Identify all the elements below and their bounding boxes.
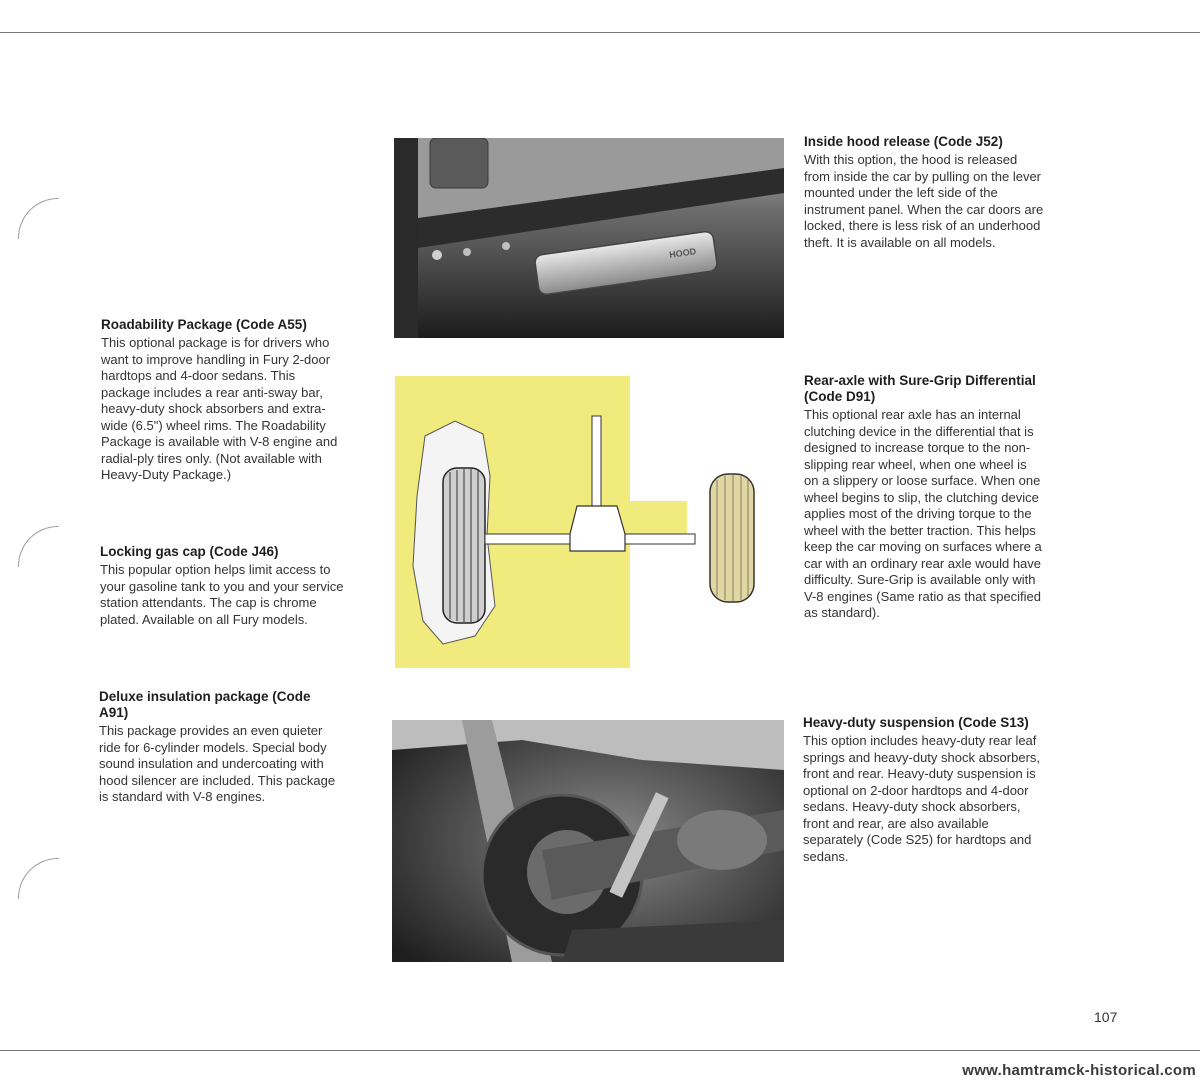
top-rule <box>0 32 1200 33</box>
site-watermark: www.hamtramck-historical.com <box>962 1062 1196 1079</box>
roadability-package-section <box>101 317 346 484</box>
suspension-photo <box>392 720 784 962</box>
page-number: 107 <box>1094 1009 1118 1025</box>
heavy-duty-suspension-section <box>803 715 1043 865</box>
section-body: This optional rear axle has an internal clutching device in the differential that is designed to increase torque to the non-slipping rear wheel, when one wheel is on a slippery or loose surface. When one wheel begins to slip, the clutching device applies most of the driving torque to the wheel with the better traction. This helps keep the car moving on surfaces where a car with an ordinary rear axle would have difficulty. Sure-Grip is available only with V-8 engines (Same ratio as that specified as standard). <box>804 407 1042 620</box>
binder-hole-mark <box>18 858 59 899</box>
hood-release-photo <box>394 138 784 338</box>
section-title: Inside hood release (Code J52) <box>804 134 1003 149</box>
section-title: Locking gas cap (Code J46) <box>100 544 279 559</box>
hood-lever-label: HOOD <box>668 246 697 260</box>
bottom-rule <box>0 1050 1200 1051</box>
section-body: This package provides an even quieter ride for 6-cylinder models. Special body sound insulation and undercoating with hood silencer are included. This package is standard with V-8 engines. <box>99 723 336 804</box>
section-body: This option includes heavy-duty rear leaf springs and heavy-duty shock absorbers, front and rear. Heavy-duty suspension is optional on 2-door hardtops and 4-door sedans. Heavy-duty shock absorbers, front and rear, are also available separately (Code S25) for hardtops and sedans. <box>803 733 1041 864</box>
sure-grip-illustration <box>395 376 782 668</box>
section-body: With this option, the hood is released from inside the car by pulling on the lever mounted under the left side of the instrument panel. When the car doors are locked, there is less risk of an underhood theft. It is available on all models. <box>804 152 1044 250</box>
section-title: Heavy-duty suspension (Code S13) <box>803 715 1029 730</box>
suspension-image <box>392 720 784 962</box>
section-body: This optional package is for drivers who want to improve handling in Fury 2-door hardtops and 4-door sedans. This package includes a rear anti-sway bar, heavy-duty shock absorbers and extra-wide (6.5") wheel rims. The Roadability Package is available with V-8 engine and radial-ply tires only. (Not available with Heavy-Duty Package.) <box>101 335 338 482</box>
hood-release-image <box>394 138 784 338</box>
binder-hole-mark <box>18 198 59 239</box>
binder-hole-mark <box>18 526 59 567</box>
inside-hood-release-section <box>804 134 1044 251</box>
sure-grip-section <box>804 373 1044 622</box>
section-title: Rear-axle with Sure-Grip Differential (Code D91) <box>804 373 1036 404</box>
section-title: Roadability Package (Code A55) <box>101 317 307 332</box>
locking-gas-cap-section <box>100 544 345 628</box>
deluxe-insulation-section <box>99 689 339 806</box>
section-body: This popular option helps limit access to your gasoline tank to you and your service station attendants. The cap is chrome plated. Available on all Fury models. <box>100 562 344 627</box>
rear-axle-diagram <box>395 376 782 668</box>
section-title: Deluxe insulation package (Code A91) <box>99 689 311 720</box>
